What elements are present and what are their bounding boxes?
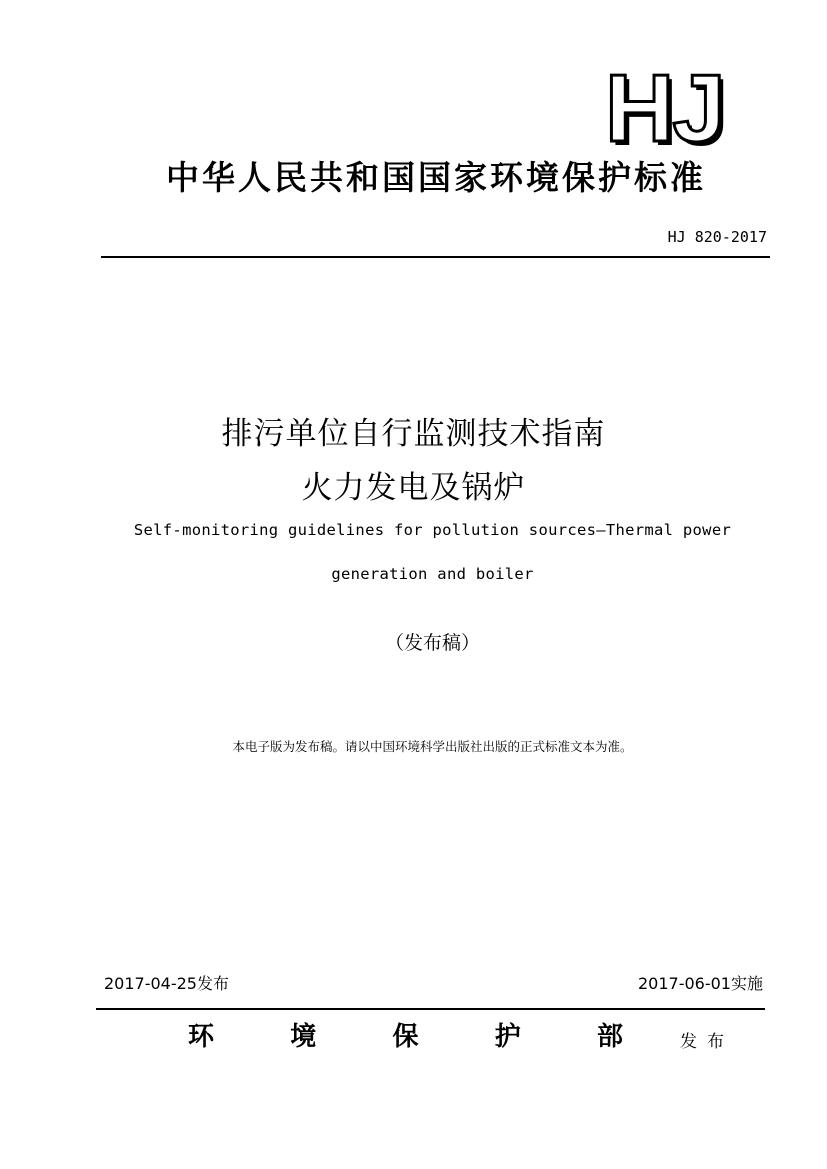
draft-tag: （发布稿） bbox=[384, 632, 480, 654]
hj-standard-logo: HJ bbox=[605, 55, 724, 162]
electronic-version-notice: 本电子版为发布稿。请以中国环境科学出版社出版的正式标准文本为准。 bbox=[232, 739, 633, 754]
chinese-title-line-1: 排污单位自行监测技术指南 bbox=[221, 416, 606, 452]
publisher-char: 境 bbox=[290, 1022, 317, 1052]
issue-date: 2017-04-25发布 bbox=[104, 974, 229, 993]
english-title-line-1: Self-monitoring guidelines for pollution sources—Thermal power bbox=[133, 521, 732, 539]
agency-title: 中华人民共和国国家环境保护标准 bbox=[166, 158, 706, 197]
publish-label: 发布 bbox=[680, 1032, 734, 1052]
chinese-title-line-2: 火力发电及锅炉 bbox=[301, 470, 526, 506]
effective-date: 2017-06-01实施 bbox=[638, 974, 763, 993]
standard-number: HJ 820-2017 bbox=[667, 228, 767, 246]
publisher-char: 环 bbox=[188, 1022, 215, 1052]
english-title-line-2: generation and boiler bbox=[331, 565, 534, 583]
top-divider bbox=[101, 256, 770, 258]
bottom-divider bbox=[96, 1008, 765, 1010]
publisher-char: 保 bbox=[392, 1022, 419, 1052]
publisher-char: 护 bbox=[494, 1022, 521, 1052]
publisher-name bbox=[188, 1016, 623, 1053]
publisher-char: 部 bbox=[596, 1022, 623, 1052]
